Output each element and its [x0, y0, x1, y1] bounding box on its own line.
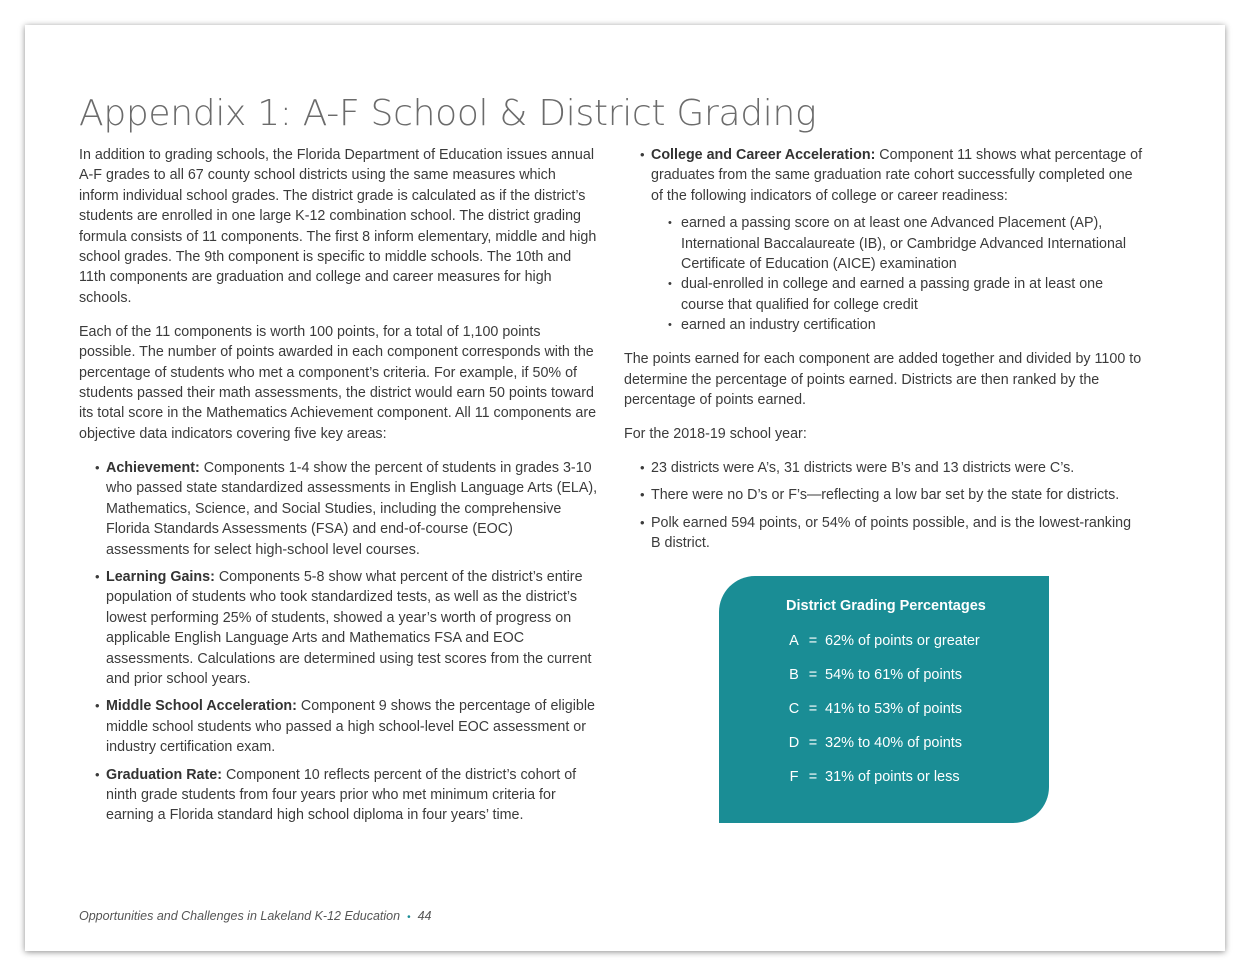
grade-range: 54% to 61% of points — [825, 667, 963, 683]
list-item: • There were no D’s or F’s—reflecting a low bar set by the state for districts. — [624, 485, 1144, 505]
points-paragraph: Each of the 11 components is worth 100 points, for a total of 1,100 points possible. The number of points awarded in each component corresponds with the percentage of students who met a component’s criteria. For example, if 50% of students passed their math assessments, the district would earn 50 points toward its total score in the Mathematics Achievement component. All 11 components are objective data indicators covering five key areas: — [79, 323, 597, 442]
ranking-paragraph: The points earned for each component are added together and divided by 1100 to determine the percentage of points earned. Districts are then ranked by the percentage of points earned. — [624, 351, 1142, 409]
right-column — [624, 145, 1144, 561]
grade-range: 31% of points or less — [825, 769, 960, 785]
page-footer — [79, 909, 431, 923]
list-item: • earned an industry certification — [624, 315, 1144, 335]
grade-row-c — [787, 701, 962, 717]
item-label: College and Career Acceleration: — [651, 147, 876, 163]
grade-letter: B — [789, 667, 799, 683]
list-item: • earned a passing score on at least one Advanced Placement (AP), International Baccalaureate (IB), or Cambridge Advanced International Certificate of Education (AICE) examination — [624, 213, 1144, 274]
list-item — [79, 696, 599, 757]
grade-row-a — [787, 633, 980, 649]
item-text: Component 10 reflects percent of the district’s cohort of ninth grade students from four years prior who met minimum criteria for earning a Florida standard high school diploma in four years’ time. — [106, 766, 577, 824]
list-item — [624, 145, 1144, 206]
list-item — [79, 765, 599, 826]
grade-letter: D — [788, 735, 800, 751]
grade-row-b — [787, 667, 962, 683]
item-label: Graduation Rate: — [106, 766, 222, 783]
box-title: District Grading Percentages — [786, 598, 986, 614]
list-item — [79, 567, 599, 689]
item-text: Component 9 shows the percentage of eligible middle school students who passed a high school-level EOC assessment or industry certification exam. — [106, 698, 595, 756]
grade-range: 62% of points or greater — [825, 633, 980, 649]
readiness-indicators-list — [624, 213, 1144, 335]
school-year-paragraph: For the 2018-19 school year: — [624, 426, 807, 443]
grade-range: 41% to 53% of points — [825, 701, 963, 717]
results-list — [624, 458, 1144, 554]
grade-letter: F — [789, 769, 799, 785]
page-title: Appendix 1: A-F School & District Grading — [79, 93, 817, 134]
grade-equals: = — [808, 667, 818, 683]
grade-equals: = — [808, 701, 818, 717]
item-label: Achievement: — [106, 459, 200, 476]
list-item: • Polk earned 594 points, or 54% of points possible, and is the lowest-ranking B district. — [624, 513, 1144, 554]
page-number: 44 — [417, 909, 432, 923]
list-item: • dual-enrolled in college and earned a passing grade in at least one course that qualified for college credit — [624, 274, 1144, 315]
grade-equals: = — [808, 735, 818, 751]
key-areas-list — [79, 458, 599, 826]
item-text: Components 1-4 show the percent of students in grades 3-10 who passed state standardized assessments in English Language Arts (ELA), Mathematics, Science, and Social Studies, including the comprehensive Florida Standards Assessments (FSA) and end-of-course (EOC) assessments for select high-school level courses. — [106, 459, 598, 558]
list-item: • 23 districts were A’s, 31 districts were B’s and 13 districts were C’s. — [624, 458, 1144, 478]
item-label: Learning Gains: — [106, 568, 215, 585]
grade-letter: A — [789, 633, 799, 649]
intro-paragraph: In addition to grading schools, the Florida Department of Education issues annual A-F grades to all 67 county school districts using the same measures which inform individual school grades. The district grade is calculated as if the district’s students are enrolled in one large K-12 combination school. The district grading formula consists of 11 components. The first 8 inform elementary, middle and high school grades. The 9th component is specific to middle schools. The 10th and 11th components are graduation and college and career measures for high schools. — [79, 147, 597, 306]
item-text: Component 11 shows what percentage of graduates from the same graduation rate cohort successfully completed one of the following indicators of college or career readiness: — [651, 147, 1143, 204]
footer-title: Opportunities and Challenges in Lakeland K-12 Education — [79, 909, 401, 923]
separator-dot-icon: • — [407, 912, 411, 923]
document-page — [25, 25, 1225, 951]
list-item — [79, 458, 599, 560]
grade-row-d — [787, 735, 962, 751]
item-label: Middle School Acceleration: — [106, 698, 297, 715]
grade-letter: C — [788, 701, 800, 717]
left-column — [79, 145, 599, 833]
grade-equals: = — [808, 769, 818, 785]
grade-equals: = — [808, 633, 818, 649]
grading-percentages-box — [719, 576, 1049, 823]
item-text: Components 5-8 show what percent of the district’s entire population of students who took standardized tests, as well as the district’s lowest performing 25% of students, showed a year’s worth of progress on applicable English Language Arts and Mathematics FSA and EOC assessments. Calculations are determined using test scores from the current and prior school years. — [106, 568, 592, 687]
grade-range: 32% to 40% of points — [825, 735, 963, 751]
grade-row-f — [787, 769, 960, 785]
cca-list — [624, 145, 1144, 206]
